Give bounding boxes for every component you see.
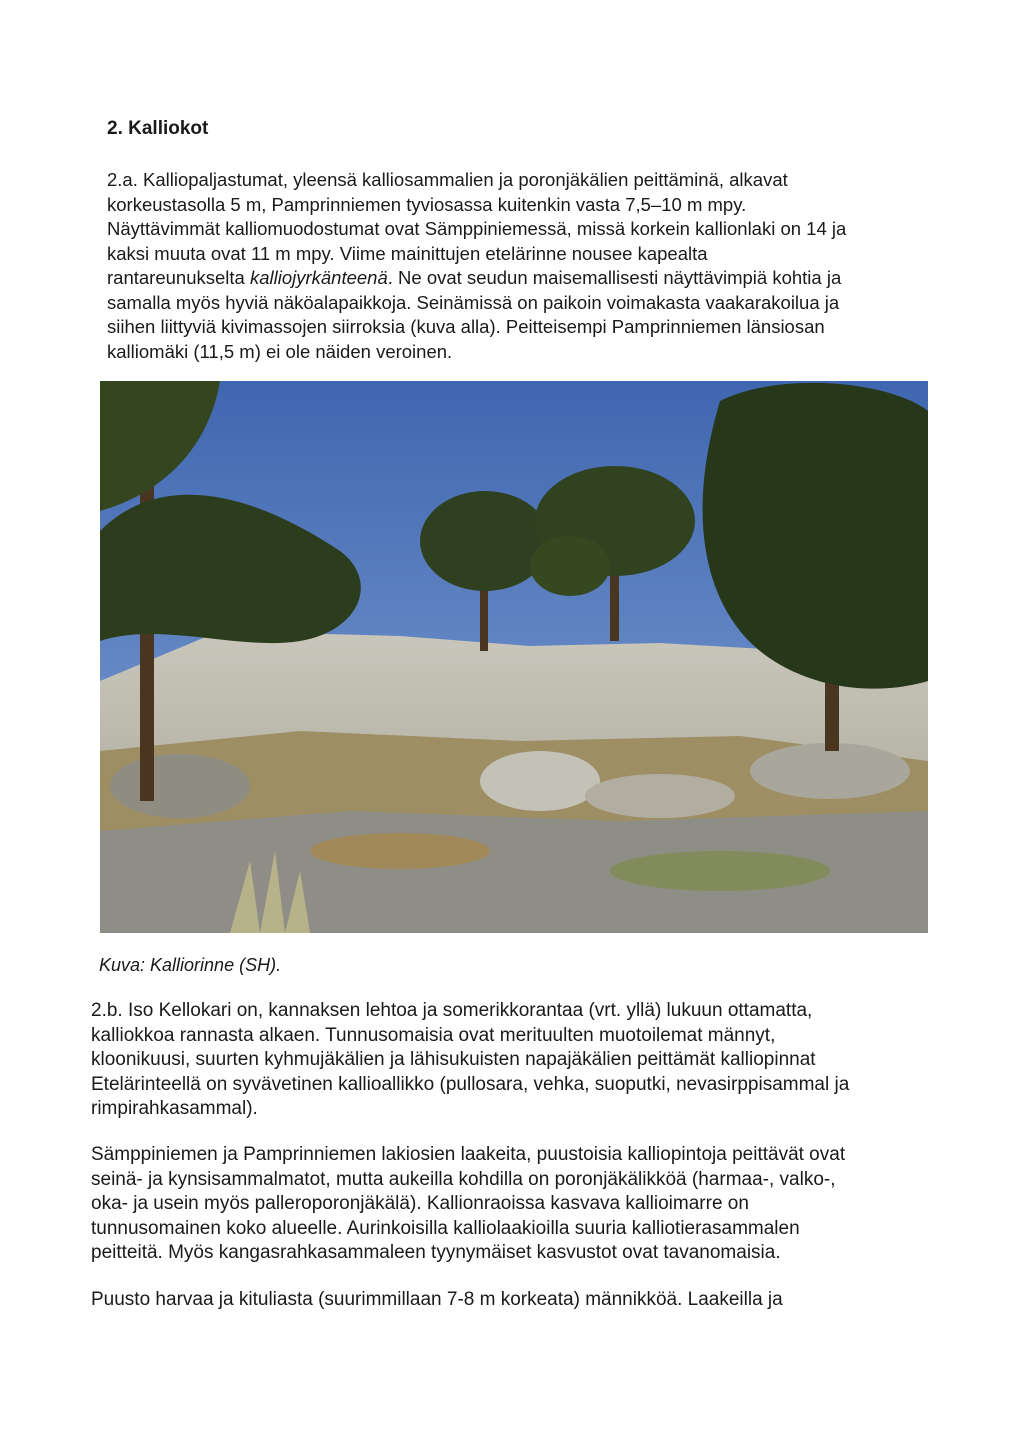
text-line: korkeustasolla 5 m, Pamprinniemen tyviosassa kuitenkin vasta 7,5–10 m mpy. — [107, 193, 747, 215]
text-line: peitteitä. Myös kangasrahkasammaleen tyynymäiset kasvustot ovat tavanomaisia. — [91, 1242, 781, 1263]
text-segment: rantareunukselta — [107, 267, 250, 288]
text-line: 2.a. Kalliopaljastumat, yleensä kalliosammalien ja poronjäkälien peittäminä, alkavat — [107, 169, 788, 190]
text-line: 2.b. Iso Kellokari on, kannaksen lehtoa ja somerikkorantaa (vrt. yllä) lukuun ottamatta, — [91, 1000, 813, 1021]
text-line: Puusto harvaa ja kituliasta (suurimmillaan 7-8 m korkeata) männikköä. Laakeilla ja — [91, 1289, 783, 1310]
text-line — [107, 266, 932, 291]
text-line: siihen liittyviä kivimassojen siirroksia (kuva alla). Peitteisempi Pamprinniemen länsiosan — [107, 316, 825, 337]
text-segment: . Ne ovat seudun maisemallisesti näyttävimpiä kohtia ja — [387, 267, 842, 288]
text-line: Etelärinteellä on syvävetinen kallioallikko (pullosara, vehka, suoputki, nevasirppisammal ja — [91, 1073, 850, 1095]
italic-term: kalliojyrkänteenä — [249, 267, 388, 288]
paragraph-2a — [107, 168, 932, 364]
paragraph-2b — [91, 999, 931, 1122]
text-line: samalla myös hyviä näköalapaikkoja. Seinämissä on paikoin voimakasta vaakarakoilua ja — [107, 291, 840, 313]
text-line: kaksi muuta ovat 11 m mpy. Viime mainittujen etelärinne nousee kapealta — [107, 242, 708, 264]
paragraph-trees — [91, 1288, 931, 1313]
text-line: kalliokkoa rannasta alkaen. Tunnusomaisia ovat merituulten muotoilemat männyt, — [91, 1024, 776, 1046]
paragraph-vegetation — [91, 1143, 931, 1266]
text-line: kalliomäki (11,5 m) ei ole näiden veroinen. — [107, 340, 453, 362]
text-line: Sämppiniemen ja Pamprinniemen lakiosien laakeita, puustoisia kalliopintoja peittävät ovat — [91, 1144, 846, 1165]
text-line: kloonikuusi, suurten kyhmujäkälien ja lähisukuisten napajäkälien peittämät kalliopinnat — [91, 1049, 816, 1070]
text-line: tunnusomainen koko alueelle. Aurinkoisilla kalliolaakioilla suuria kalliotierasammalen — [91, 1217, 800, 1239]
section-heading: 2. Kalliokot — [107, 118, 209, 139]
text-line: seinä- ja kynsisammalmatot, mutta aukeilla kohdilla on poronjäkälikköä (harmaa-, valko-, — [91, 1168, 836, 1190]
text-line: rimpirahkasammal). — [91, 1098, 258, 1119]
landscape-photo-icon — [100, 381, 928, 933]
text-line: oka- ja usein myös palleroporonjäkälä). Kallionraoissa kasvava kallioimarre on — [91, 1193, 749, 1214]
photo-caption: Kuva: Kalliorinne (SH). — [99, 955, 282, 975]
landscape-photo-drawing — [100, 381, 928, 933]
text-line: Näyttävimmät kalliomuodostumat ovat Sämppiniemessä, missä korkein kallionlaki on 14 ja — [107, 218, 847, 239]
